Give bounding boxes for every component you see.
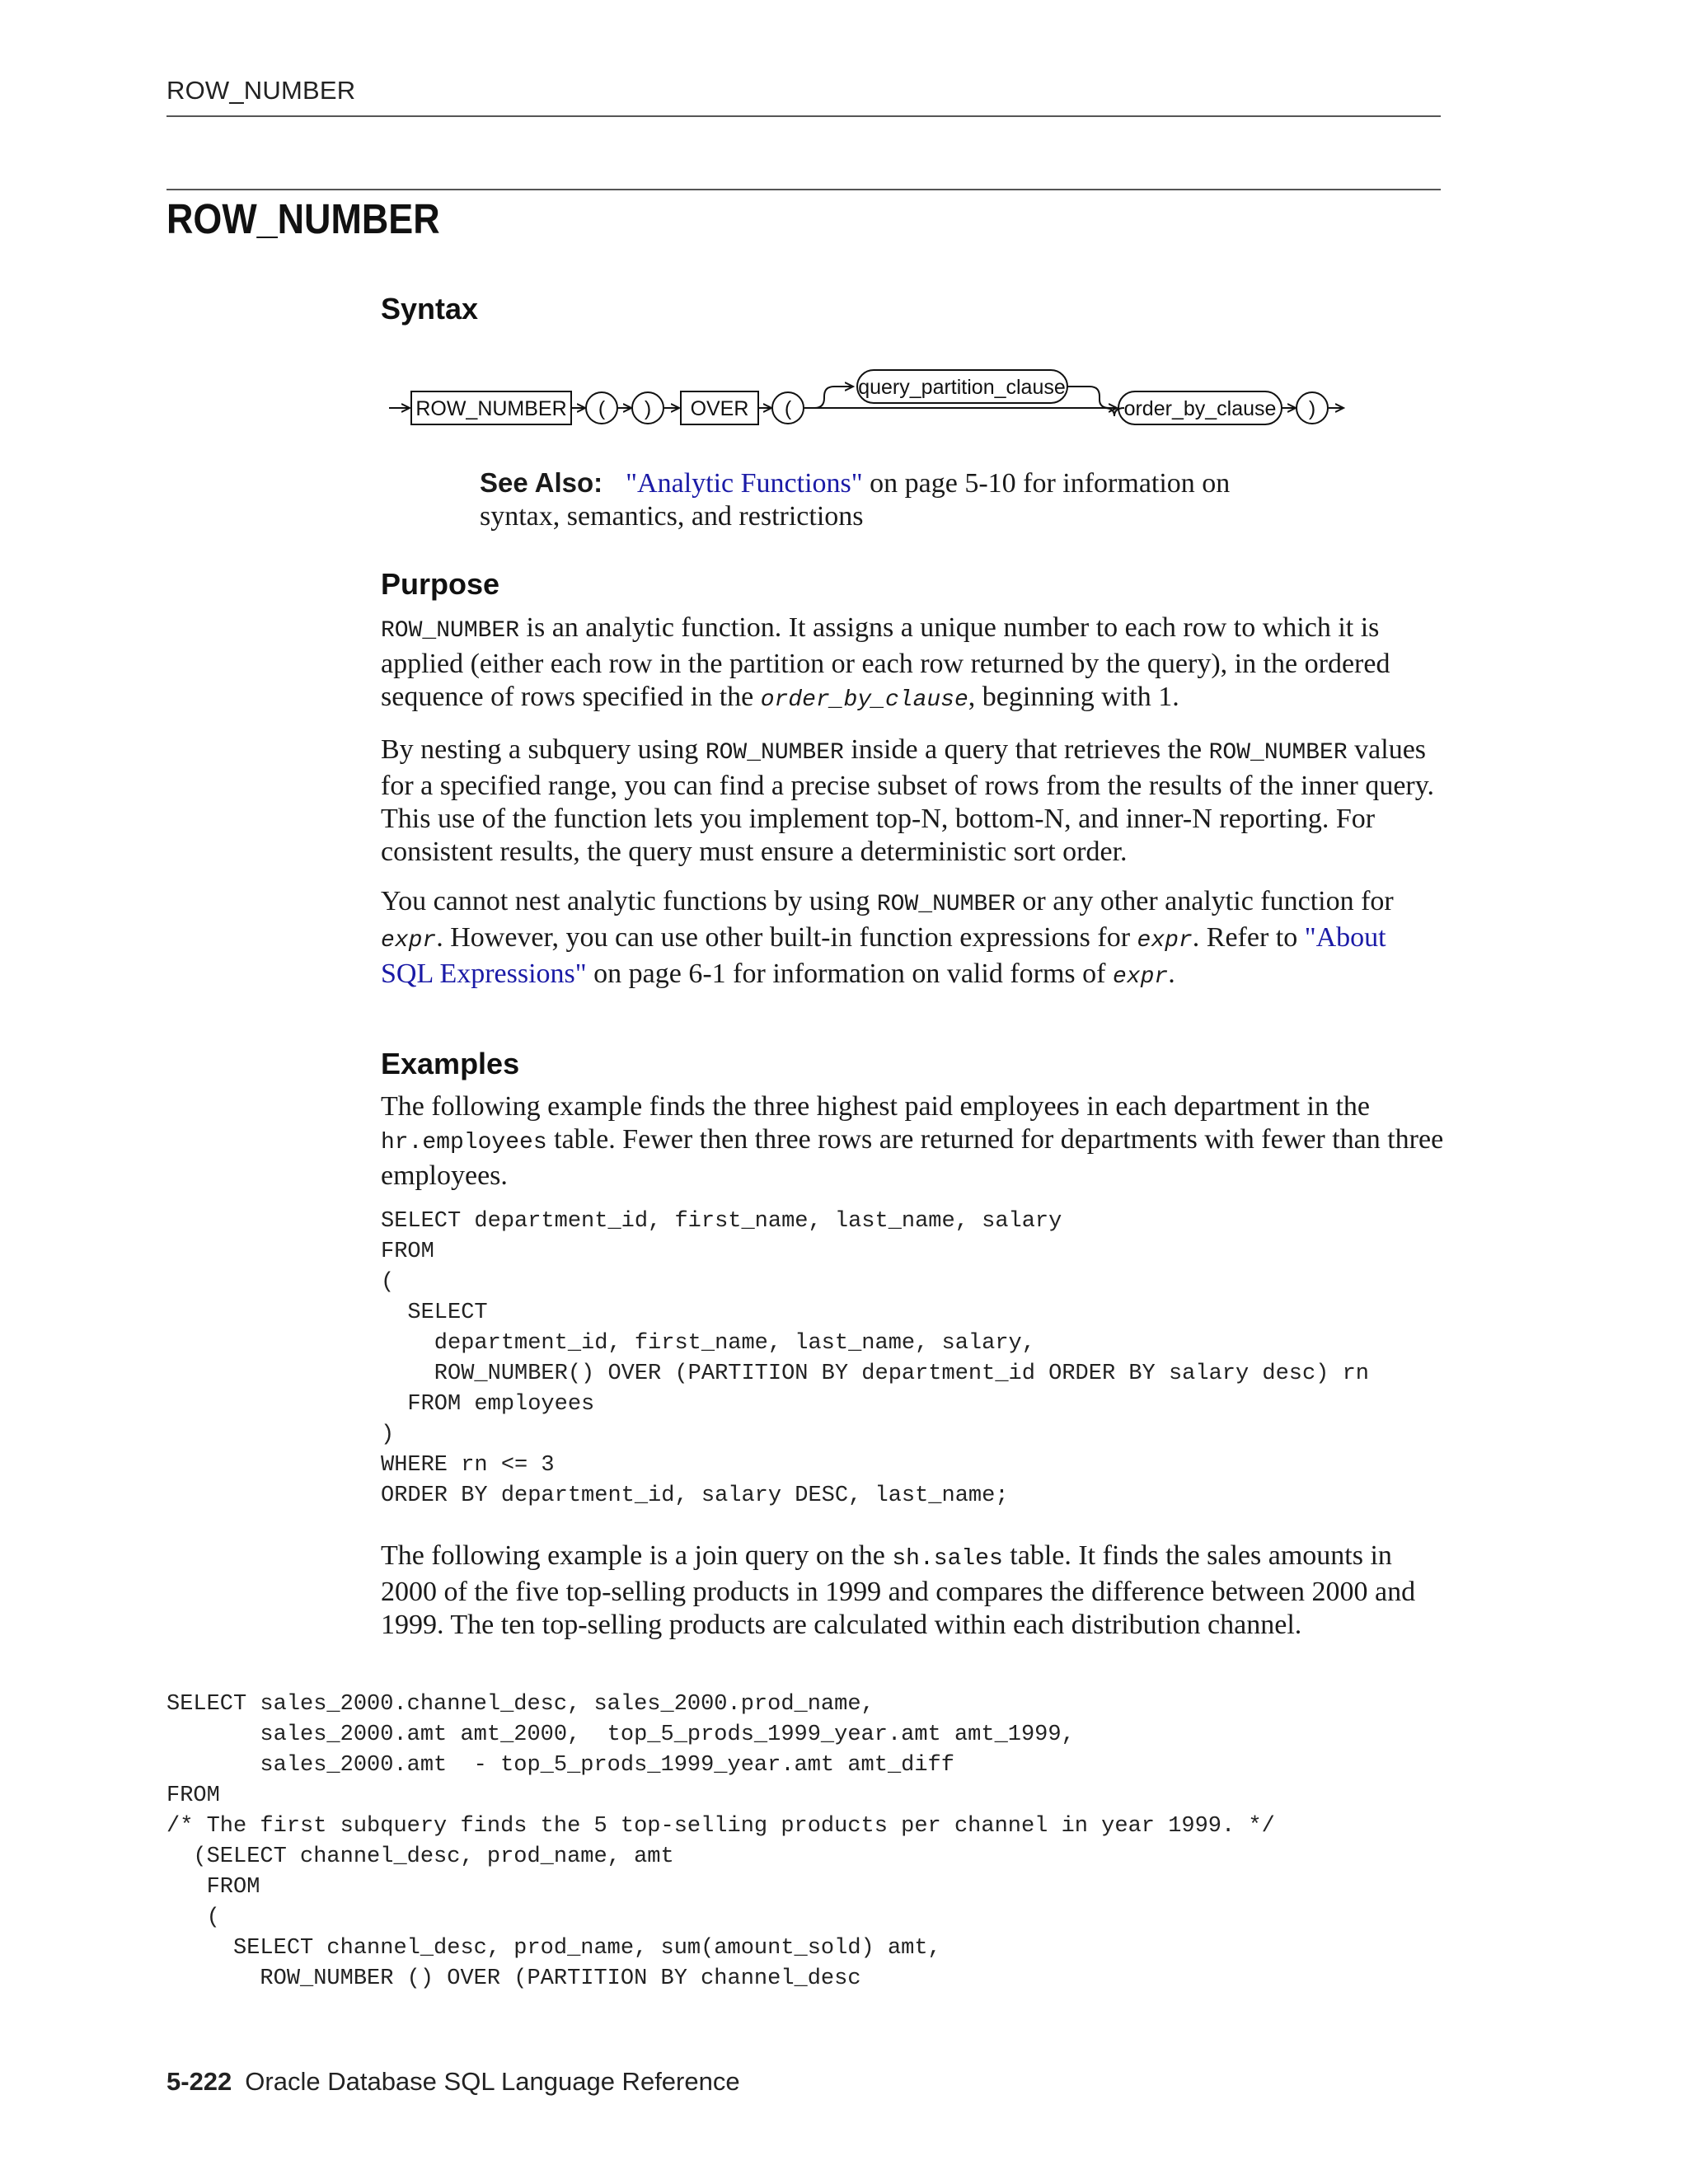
examples-paragraph-2: The following example is a join query on the sh.sales table. It finds the sales amounts in 2000 of the five top-selling products in 1999 and compares the difference between 2000 and 1999. The ten top-selling products are calculated within each distribution channel. xyxy=(381,1540,1416,1640)
see-also-text-2: syntax, semantics, and restrictions xyxy=(480,501,864,532)
syntax-heading: Syntax xyxy=(381,292,479,326)
code-block-1: SELECT department_id, first_name, last_name, salary FROM ( SELECT department_id, first_name, last_name, salary, ROW_NUMBER() OVER (PARTITION BY department_id ORDER BY salary desc) rn FROM employees ) WHERE rn <= 3 ORDER BY department_id, salary DESC, last_name; xyxy=(381,1209,1369,1508)
examples-intro xyxy=(381,1090,1444,1209)
order-by-clause-label: order_by_clause xyxy=(1123,397,1277,420)
analytic-functions-link[interactable]: "Analytic Functions" xyxy=(626,468,863,499)
book-title: Oracle Database SQL Language Reference xyxy=(245,2067,740,2096)
see-also-note xyxy=(480,466,1304,533)
purpose-paragraph-2: By nesting a subquery using ROW_NUMBER inside a query that retrieves the ROW_NUMBER values for a specified range, you can find a precise subset of rows from the results of the inner query. This use of the function lets you implement top-N, bottom-N, and inner-N reporting. For consistent results, the query must ensure a deterministic sort order. xyxy=(381,734,1435,867)
about-sql-expressions-link[interactable]: "About SQL Expressions" xyxy=(381,922,1386,989)
see-also-label: See Also: xyxy=(480,467,603,498)
examples-second-intro xyxy=(381,1540,1444,1658)
page-number: 5-222 xyxy=(166,2067,232,2096)
purpose-paragraph-3: You cannot nest analytic functions by using ROW_NUMBER or any other analytic function for expr. However, you can use other built-in function expressions for expr. Refer to "About SQL Expressions" on page 6-1 for information on valid forms of expr. xyxy=(381,886,1394,990)
header-rule xyxy=(166,115,1441,117)
row-number-keyword: ROW_NUMBER xyxy=(415,397,567,420)
purpose-paragraph-1: ROW_NUMBER is an analytic function. It assigns a unique number to each row to which it is applied (either each row in the partition or each row returned by the query), in the ordered sequence of rows specified in the order_by_clause, beginning with 1. xyxy=(381,612,1390,713)
close-paren-2-label: ) xyxy=(1308,397,1316,420)
close-paren-label: ) xyxy=(644,397,652,420)
purpose-body xyxy=(381,612,1444,1010)
open-paren-2-label: ( xyxy=(784,397,792,420)
query-partition-clause-label: query_partition_clause xyxy=(858,376,1066,399)
open-paren-label: ( xyxy=(598,397,606,420)
purpose-heading: Purpose xyxy=(381,567,500,601)
examples-paragraph-1: The following example finds the three highest paid employees in each department in the hr.employees table. Fewer then three rows are returned for departments with fewer than three employees. xyxy=(381,1091,1444,1191)
code-block-2: SELECT sales_2000.channel_desc, sales_2000.prod_name, sales_2000.amt amt_2000, top_5_prods_1999_year.amt amt_1999, sales_2000.amt - top_5_prods_1999_year.amt amt_diff FROM /* The first subquery finds the 5 top-selling products per channel in year 1999. */ (SELECT channel_desc, prod_name, amt FROM ( SELECT channel_desc, prod_name, sum(amount_sold) amt, ROW_NUMBER () OVER (PARTITION BY channel_desc xyxy=(166,1692,1275,1991)
section-rule xyxy=(166,189,1441,190)
page-title: ROW_NUMBER xyxy=(166,195,440,242)
syntax-diagram xyxy=(379,350,1352,433)
see-also-text-1: on page 5-10 for information on xyxy=(862,468,1231,499)
page-footer xyxy=(166,2067,740,2097)
examples-heading: Examples xyxy=(381,1047,520,1080)
over-keyword: OVER xyxy=(690,397,749,420)
running-header-title: ROW_NUMBER xyxy=(166,76,356,105)
